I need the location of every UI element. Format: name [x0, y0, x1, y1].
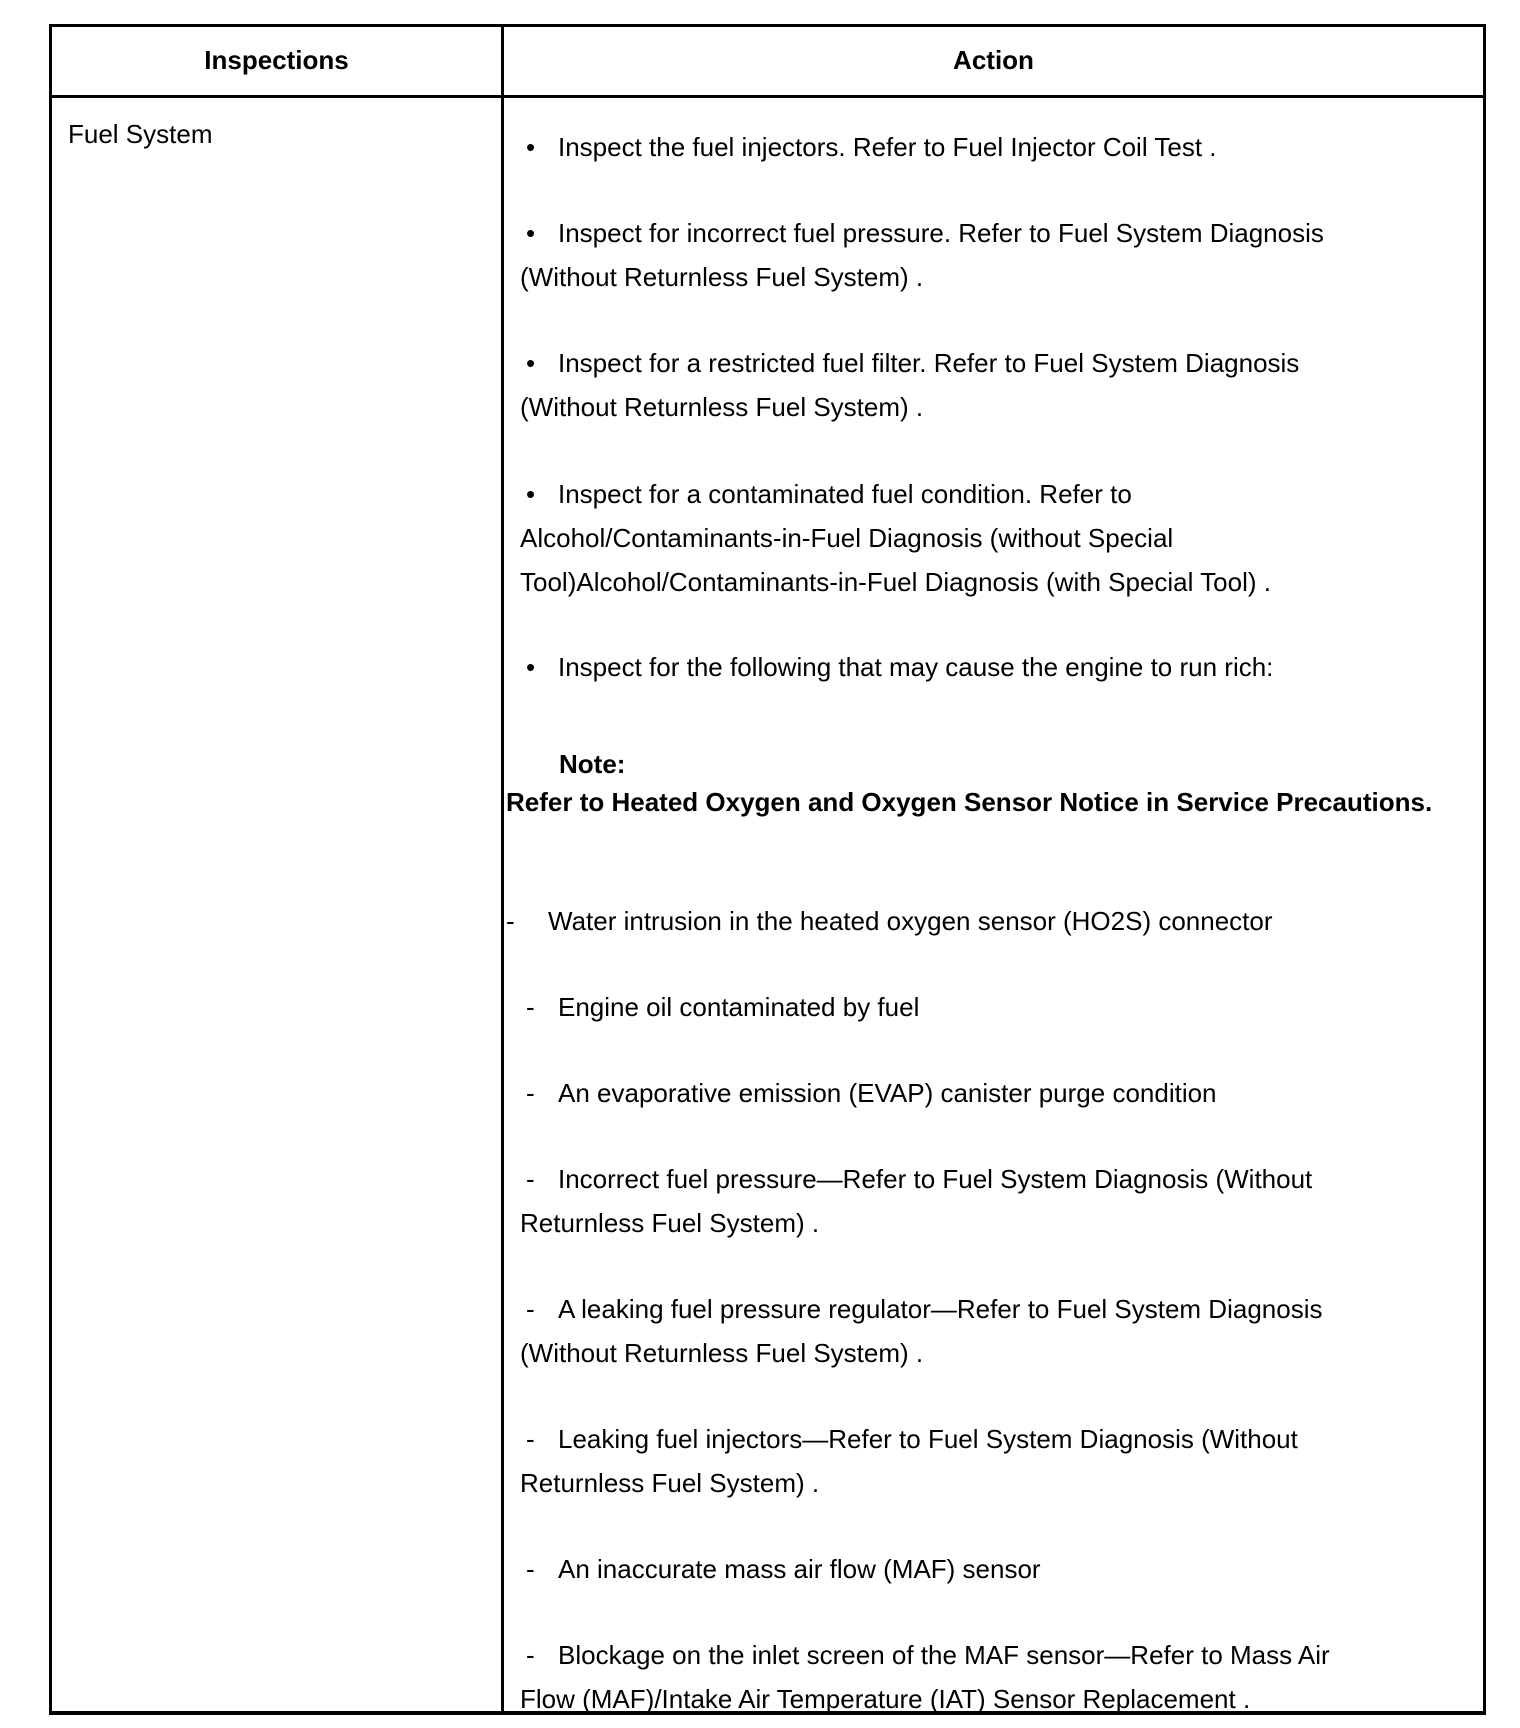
sub-item-text: (Without Returnless Fuel System) .	[520, 1338, 924, 1368]
action-text: Inspect for the following that may cause the engine to run rich:	[558, 652, 1274, 682]
sub-item	[520, 1157, 1480, 1245]
action-cell	[504, 27, 1483, 1714]
bullet-mark: •	[526, 348, 536, 378]
sub-item-text: An evaporative emission (EVAP) canister purge condition	[558, 1078, 1217, 1108]
sub-item-text: Leaking fuel injectors—Refer to Fuel System Diagnosis (Without	[558, 1424, 1298, 1454]
action-text: (Without Returnless Fuel System) .	[520, 262, 924, 292]
sub-item	[520, 1417, 1480, 1505]
action-text: Inspect the fuel injectors. Refer to Fuel Injector Coil Test .	[558, 132, 1217, 162]
dash-mark: -	[526, 1294, 535, 1324]
action-item	[520, 211, 1480, 299]
dash-mark: -	[526, 1078, 535, 1108]
action-item	[520, 125, 1480, 169]
sub-item	[520, 1071, 1480, 1115]
sub-item	[520, 1633, 1480, 1721]
dash-mark: -	[506, 906, 515, 936]
header-action: Action	[953, 45, 1034, 75]
sub-item-text: Water intrusion in the heated oxygen sensor (HO2S) connector	[548, 906, 1273, 936]
bullet-mark: •	[526, 652, 536, 682]
sub-item-text: An inaccurate mass air flow (MAF) sensor	[558, 1554, 1041, 1584]
action-text: Tool)Alcohol/Contaminants-in-Fuel Diagnosis (with Special Tool) .	[520, 567, 1271, 597]
note-label: Note:	[559, 749, 626, 779]
action-item	[520, 341, 1480, 429]
dash-mark: -	[526, 1164, 535, 1194]
sub-item	[520, 1287, 1480, 1375]
action-text: (Without Returnless Fuel System) .	[520, 392, 924, 422]
sub-item-text: Incorrect fuel pressure—Refer to Fuel System Diagnosis (Without	[558, 1164, 1313, 1194]
inspection-cell: Fuel System	[68, 119, 213, 149]
sub-item-text: A leaking fuel pressure regulator—Refer to Fuel System Diagnosis	[558, 1294, 1323, 1324]
dash-mark: -	[526, 1424, 535, 1454]
action-item	[520, 472, 1480, 604]
sub-item-text: Returnless Fuel System) .	[520, 1468, 820, 1498]
dash-mark: -	[526, 1640, 535, 1670]
bullet-mark: •	[526, 218, 536, 248]
action-text: Alcohol/Contaminants-in-Fuel Diagnosis (without Special	[520, 523, 1174, 553]
note-text: Refer to Heated Oxygen and Oxygen Sensor Notice in Service Precautions.	[506, 787, 1433, 817]
sub-item-text: Blockage on the inlet screen of the MAF sensor—Refer to Mass Air	[558, 1640, 1330, 1670]
bullet-mark: •	[526, 479, 536, 509]
action-text: Inspect for incorrect fuel pressure. Refer to Fuel System Diagnosis	[558, 218, 1324, 248]
action-text: Inspect for a restricted fuel filter. Refer to Fuel System Diagnosis	[558, 348, 1300, 378]
action-item	[520, 645, 1480, 689]
dash-mark: -	[526, 992, 535, 1022]
action-text: Inspect for a contaminated fuel condition. Refer to	[558, 479, 1132, 509]
sub-item	[506, 899, 1466, 943]
sub-item	[520, 1547, 1480, 1591]
sub-item-text: Returnless Fuel System) .	[520, 1208, 820, 1238]
bullet-mark: •	[526, 132, 536, 162]
dash-mark: -	[526, 1554, 535, 1584]
sub-item-text: Engine oil contaminated by fuel	[558, 992, 920, 1022]
sub-item	[520, 985, 1480, 1029]
header-inspections: Inspections	[204, 45, 349, 75]
inspection-table	[49, 24, 1486, 1715]
sub-item-text: Flow (MAF)/Intake Air Temperature (IAT) Sensor Replacement .	[520, 1684, 1251, 1714]
